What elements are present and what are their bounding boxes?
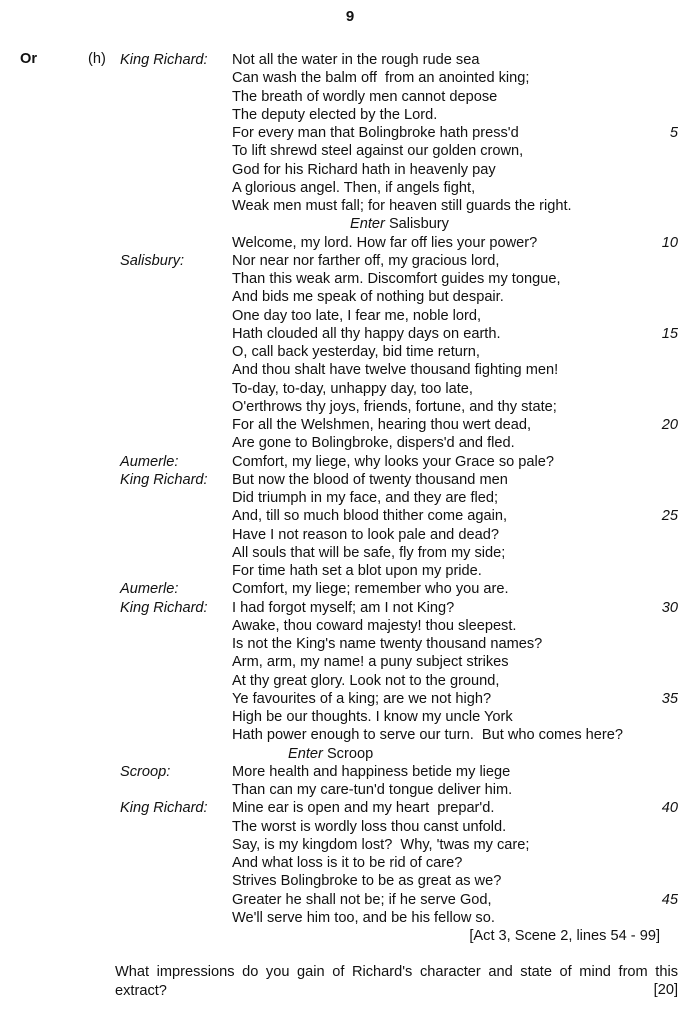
line-text: Are gone to Bolingbroke, dispers'd and fled. xyxy=(232,435,515,452)
line-text: O'erthrows thy joys, friends, fortune, and thy state; xyxy=(232,398,557,415)
verse-line xyxy=(0,854,700,872)
line-text: Strives Bolingbroke to be as great as we? xyxy=(232,873,502,890)
verse-line xyxy=(0,872,700,890)
verse-line xyxy=(0,891,700,909)
line-text: And bids me speak of nothing but despair. xyxy=(232,289,504,306)
verse-line xyxy=(0,124,700,142)
line-text: And what loss is it to be rid of care? xyxy=(232,855,463,871)
verse-line xyxy=(0,88,700,106)
speaker-name: King Richard: xyxy=(120,52,208,68)
verse-line xyxy=(0,708,700,726)
line-number: 5 xyxy=(669,125,678,141)
speaker-name: King Richard: xyxy=(120,599,208,616)
verse-line xyxy=(0,106,700,124)
verse-line xyxy=(0,434,700,452)
verse-line xyxy=(0,580,700,598)
stage-direction xyxy=(0,745,700,763)
verse-line xyxy=(0,635,700,653)
verse-line xyxy=(0,416,700,434)
question-marks: [20] xyxy=(653,982,678,998)
line-text: And, till so much blood thither come again, xyxy=(232,508,508,525)
verse-line xyxy=(0,51,700,69)
speaker-name: King Richard: xyxy=(120,800,208,817)
line-text: But now the blood of twenty thousand men xyxy=(232,471,508,488)
line-text: Not all the water in the rough rude sea xyxy=(232,52,480,68)
line-text: Than this weak arm. Discomfort guides my tongue, xyxy=(232,271,561,287)
line-text: Mine ear is open and my heart prepar'd. xyxy=(232,800,495,817)
verse-line xyxy=(0,672,700,690)
line-text: One day too late, I fear me, noble lord, xyxy=(232,307,482,324)
verse-line xyxy=(0,507,700,525)
line-text: Welcome, my lord. How far off lies your power? xyxy=(232,234,538,251)
stage-enter: Enter xyxy=(350,216,385,233)
line-text: The deputy elected by the Lord. xyxy=(232,106,438,123)
line-text: Weak men must fall; for heaven still guards the right. xyxy=(232,198,572,214)
line-text: Arm, arm, my name! a puny subject strikes xyxy=(232,654,509,671)
verse-line xyxy=(0,726,700,744)
line-text: I had forgot myself; am I not King? xyxy=(232,599,455,616)
verse-line xyxy=(0,307,700,325)
verse-line xyxy=(0,653,700,671)
verse-line xyxy=(0,562,700,580)
verse-line xyxy=(0,288,700,306)
line-text: For every man that Bolingbroke hath press'd xyxy=(232,125,519,141)
speaker-name: Aumerle: xyxy=(120,453,179,470)
page-number: 9 xyxy=(345,8,355,25)
verse-line xyxy=(0,69,700,87)
verse-line xyxy=(0,234,700,252)
verse-line xyxy=(0,690,700,708)
stage-character: Scroop xyxy=(322,745,374,762)
line-text: All souls that will be safe, fly from my side; xyxy=(232,544,506,561)
line-text: Comfort, my liege, why looks your Grace so pale? xyxy=(232,453,555,470)
verse-line xyxy=(0,270,700,288)
line-number: 15 xyxy=(661,325,678,342)
line-text: Say, is my kingdom lost? Why, 'twas my care; xyxy=(232,836,530,853)
line-text: The worst is wordly loss thou canst unfold. xyxy=(232,818,507,835)
extract-reference: [Act 3, Scene 2, lines 54 - 99] xyxy=(469,928,660,944)
stage-character: Salisbury xyxy=(384,216,449,233)
stage-direction-text xyxy=(350,215,449,233)
line-text: Can wash the balm off from an anointed king; xyxy=(232,70,530,87)
line-number: 30 xyxy=(661,599,678,616)
verse-line xyxy=(0,252,700,270)
speaker-name: King Richard: xyxy=(120,471,208,488)
line-number: 25 xyxy=(661,508,678,525)
line-text: Greater he shall not be; if he serve God, xyxy=(232,891,492,908)
line-text: O, call back yesterday, bid time return, xyxy=(232,344,480,360)
line-text: Ye favourites of a king; are we not high? xyxy=(232,690,492,707)
verse-line xyxy=(0,799,700,817)
verse-line xyxy=(0,526,700,544)
stage-direction-text xyxy=(288,745,373,763)
speaker-name: Aumerle: xyxy=(120,581,179,598)
verse-line xyxy=(0,197,700,215)
line-text: A glorious angel. Then, if angels fight, xyxy=(232,179,476,196)
stage-direction xyxy=(0,215,700,233)
line-text: And thou shalt have twelve thousand fighting men! xyxy=(232,362,559,379)
question-text: What impressions do you gain of Richard's character and state of mind from this extract? xyxy=(115,964,678,999)
line-text: More health and happiness betide my liege xyxy=(232,763,511,780)
verse-line xyxy=(0,361,700,379)
line-text: To-day, to-day, unhappy day, too late, xyxy=(232,380,473,397)
line-number: 10 xyxy=(661,234,678,251)
verse-line xyxy=(0,453,700,471)
speaker-name: Salisbury: xyxy=(120,252,185,269)
line-text: Did triumph in my face, and they are fled; xyxy=(232,490,499,506)
verse-line xyxy=(0,909,700,927)
extract xyxy=(0,51,700,927)
line-number: 40 xyxy=(661,800,678,817)
line-number: 35 xyxy=(661,690,678,707)
line-text: At thy great glory. Look not to the ground, xyxy=(232,672,500,689)
line-text: The breath of wordly men cannot depose xyxy=(232,88,498,105)
line-text: Comfort, my liege; remember who you are. xyxy=(232,581,509,598)
verse-line xyxy=(0,380,700,398)
line-number: 20 xyxy=(661,417,678,433)
verse-line xyxy=(0,617,700,635)
line-text: For time hath set a blot upon my pride. xyxy=(232,563,482,579)
line-text: God for his Richard hath in heavenly pay xyxy=(232,161,496,178)
verse-line xyxy=(0,471,700,489)
line-text: High be our thoughts. I know my uncle York xyxy=(232,709,513,725)
line-text: To lift shrewd steel against our golden crown, xyxy=(232,143,524,160)
verse-line xyxy=(0,818,700,836)
or-label: Or xyxy=(20,51,38,67)
verse-line xyxy=(0,398,700,416)
speaker-name: Scroop: xyxy=(120,763,171,780)
verse-line xyxy=(0,325,700,343)
line-text: Nor near nor farther off, my gracious lord, xyxy=(232,252,500,269)
stage-enter: Enter xyxy=(288,745,323,762)
line-text: For all the Welshmen, hearing thou wert dead, xyxy=(232,417,532,433)
verse-line xyxy=(0,544,700,562)
verse-line xyxy=(0,781,700,799)
verse-line xyxy=(0,763,700,781)
verse-line xyxy=(0,599,700,617)
line-text: Awake, thou coward majesty! thou sleepest. xyxy=(232,617,517,634)
verse-line xyxy=(0,161,700,179)
line-text: We'll serve him too, and be his fellow so. xyxy=(232,909,495,926)
question-label: (h) xyxy=(88,51,106,67)
line-text: Is not the King's name twenty thousand names? xyxy=(232,636,543,652)
verse-line xyxy=(0,836,700,854)
line-text: Than can my care-tun'd tongue deliver him. xyxy=(232,782,513,798)
line-number: 45 xyxy=(661,891,678,908)
verse-line xyxy=(0,343,700,361)
verse-line xyxy=(0,142,700,160)
line-text: Hath clouded all thy happy days on earth. xyxy=(232,325,501,342)
line-text: Have I not reason to look pale and dead? xyxy=(232,526,499,543)
verse-line xyxy=(0,179,700,197)
line-text: Hath power enough to serve our turn. But who comes here? xyxy=(232,727,624,744)
verse-line xyxy=(0,489,700,507)
